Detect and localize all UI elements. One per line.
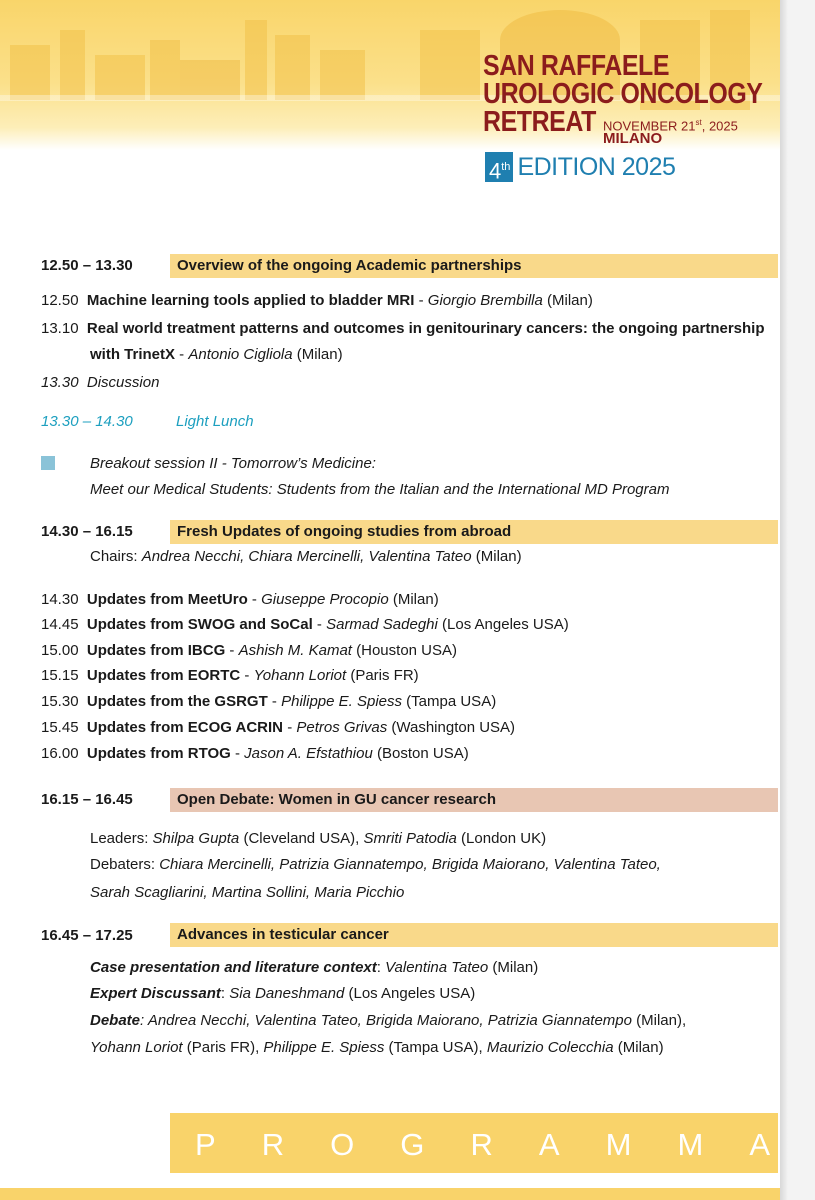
edition-text: EDITION 2025: [517, 153, 676, 181]
programma-letter: R: [261, 1127, 285, 1162]
title-line-3: RETREAT: [483, 106, 596, 138]
page-edge-shade: [780, 0, 788, 1200]
breakout-line-1: Breakout session II - Tomorrow’s Medicine:: [90, 455, 376, 472]
debate-name: Yohann Loriot: [90, 1039, 183, 1056]
item-place: (Los Angeles USA): [437, 616, 569, 633]
discussion-item: [41, 374, 159, 392]
case-colon: :: [376, 959, 386, 976]
debate-place: (Paris FR),: [182, 1039, 264, 1056]
item-time: 15.15: [41, 667, 79, 684]
item-title: Updates from the GSRGT: [86, 693, 268, 710]
debate-names: Andrea Necchi, Valentina Tateo, Brigida Maiorano, Patrizia Giannatempo: [147, 1012, 632, 1029]
agenda-item: [41, 693, 496, 711]
item-speaker: Antonio Cigliola: [188, 346, 293, 363]
item-place: (Boston USA): [372, 745, 469, 762]
discussion-label: Discussion: [86, 374, 160, 391]
item-place: (Milan): [388, 591, 439, 608]
item-title: Updates from ECOG ACRIN: [86, 719, 284, 736]
case-label: Case presentation and literature context: [90, 959, 377, 976]
debate-label: Debate: [90, 1012, 141, 1029]
agenda-item: [41, 719, 515, 737]
agenda-item: [41, 745, 469, 763]
session-bar: [170, 788, 778, 812]
item-place: (Washington USA): [387, 719, 516, 736]
item-title: Real world treatment patterns and outcomes in genitourinary cancers: the ongoing partnership: [86, 320, 765, 337]
item-time: 16.00: [41, 745, 79, 762]
item-sep: -: [240, 667, 254, 684]
edition-badge: [485, 152, 675, 182]
debaters-line-2: Sarah Scagliarini, Martina Sollini, Maria Picchio: [90, 884, 405, 901]
date-sup: st: [695, 118, 702, 127]
debate-place: (Milan): [613, 1039, 664, 1056]
discussion-time: 13.30: [41, 374, 79, 391]
edition-sup: th: [501, 161, 511, 173]
programma-letter: G: [400, 1127, 425, 1162]
debaters-names: Chiara Mercinelli, Patrizia Giannatempo, Brigida Maiorano, Valentina Tateo,: [159, 856, 661, 873]
breakout-line-2: Meet our Medical Students: Students from the Italian and the International MD Program: [90, 481, 670, 498]
agenda-item: [41, 642, 457, 660]
date-year: , 2025: [701, 118, 738, 134]
item-sep: -: [230, 745, 245, 762]
item-title: Updates from RTOG: [86, 745, 231, 762]
item-speaker: Sarmad Sadeghi: [326, 616, 438, 633]
programma-letter: R: [470, 1127, 493, 1162]
event-city: MILANO: [603, 130, 663, 147]
expert-colon: :: [220, 985, 230, 1002]
leaders-label: Leaders:: [90, 830, 153, 847]
session-title: Advances in testicular cancer: [177, 926, 389, 943]
title-line-2: UROLOGIC ONCOLOGY: [483, 78, 763, 110]
item-speaker: Ashish M. Kamat: [238, 642, 352, 659]
item-sep: -: [267, 693, 282, 710]
title-line-1: SAN RAFFAELE: [483, 50, 670, 82]
debate-line-2: [90, 1039, 664, 1057]
leaders-line: [90, 830, 546, 848]
item-sep: -: [414, 292, 428, 309]
breakout-marker: [41, 456, 55, 470]
leader-place: (Cleveland USA),: [239, 830, 364, 847]
agenda-item: [41, 616, 569, 634]
session-title: Fresh Updates of ongoing studies from abroad: [177, 523, 512, 540]
item-place: (Milan): [292, 346, 343, 363]
leader-place: (London UK): [456, 830, 547, 847]
item-title-continued: with TrinetX: [90, 346, 176, 363]
edition-num: 4: [489, 158, 502, 184]
programma-letter: M: [605, 1127, 632, 1162]
leader-name: Smriti Patodia: [363, 830, 457, 847]
item-speaker: Yohann Loriot: [253, 667, 347, 684]
item-speaker: Giuseppe Procopio: [261, 591, 389, 608]
session-time: 12.50 – 13.30: [41, 257, 133, 274]
case-line: [90, 959, 538, 977]
agenda-item: [41, 292, 593, 310]
item-sep: -: [225, 642, 239, 659]
item-title: Updates from IBCG: [86, 642, 226, 659]
chairs-line: [90, 548, 522, 566]
session-bar: [170, 520, 778, 544]
agenda-item-continued: [90, 346, 343, 364]
item-title: Updates from MeetUro: [86, 591, 248, 608]
item-title: Updates from EORTC: [86, 667, 241, 684]
item-place: (Paris FR): [346, 667, 419, 684]
chairs-place: (Milan): [471, 548, 522, 565]
programma-letter: P: [195, 1127, 216, 1162]
item-place: (Tampa USA): [402, 693, 497, 710]
agenda-item: [41, 320, 765, 338]
agenda-item: [41, 667, 419, 685]
item-time: 14.45: [41, 616, 79, 633]
item-sep: -: [312, 616, 327, 633]
debate-line: [90, 1012, 686, 1030]
item-place: (Milan): [542, 292, 593, 309]
edition-number: [485, 152, 513, 182]
agenda-item: [41, 591, 439, 609]
debaters-line: [90, 856, 661, 874]
programma-letter: O: [330, 1127, 355, 1162]
leader-name: Shilpa Gupta: [152, 830, 240, 847]
session-time: 16.45 – 17.25: [41, 927, 133, 944]
expert-line: [90, 985, 475, 1003]
item-title: Machine learning tools applied to bladder MRI: [86, 292, 415, 309]
debate-name: Maurizio Colecchia: [486, 1039, 614, 1056]
session-title: Open Debate: Women in GU cancer research: [177, 791, 496, 808]
debate-colon: :: [140, 1012, 148, 1029]
chairs-names: Andrea Necchi, Chiara Mercinelli, Valentina Tateo: [141, 548, 472, 565]
item-speaker: Petros Grivas: [296, 719, 388, 736]
session-time: 16.15 – 16.45: [41, 791, 133, 808]
lunch-time: 13.30 – 14.30: [41, 413, 133, 430]
debate-place: (Milan),: [631, 1012, 687, 1029]
lunch-label: Light Lunch: [176, 413, 254, 430]
item-place: (Houston USA): [351, 642, 458, 659]
page-edge: [780, 0, 815, 1200]
case-place: (Milan): [488, 959, 539, 976]
item-time: 13.10: [41, 320, 79, 337]
item-title: Updates from SWOG and SoCal: [86, 616, 313, 633]
item-speaker: Giorgio Brembilla: [427, 292, 543, 309]
item-sep: -: [175, 346, 189, 363]
programma-letter: A: [749, 1127, 770, 1162]
item-time: 14.30: [41, 591, 79, 608]
item-speaker: Philippe E. Spiess: [281, 693, 402, 710]
item-time: 12.50: [41, 292, 79, 309]
expert-speaker: Sia Daneshmand: [229, 985, 345, 1002]
item-time: 15.45: [41, 719, 79, 736]
debaters-label: Debaters:: [90, 856, 160, 873]
programma-letter: A: [538, 1127, 560, 1162]
date-month: NOVEMBER 21: [603, 118, 696, 134]
item-speaker: Jason A. Efstathiou: [244, 745, 373, 762]
item-sep: -: [247, 591, 262, 608]
item-sep: -: [283, 719, 297, 736]
case-speaker: Valentina Tateo: [385, 959, 489, 976]
session-title: Overview of the ongoing Academic partnerships: [177, 257, 522, 274]
item-time: 15.00: [41, 642, 79, 659]
expert-place: (Los Angeles USA): [344, 985, 476, 1002]
item-time: 15.30: [41, 693, 79, 710]
session-bar: [170, 923, 778, 947]
programma-letters: [195, 1128, 770, 1162]
footer-strip: [0, 1188, 780, 1200]
chairs-label: Chairs:: [90, 548, 142, 565]
debate-place: (Tampa USA),: [384, 1039, 487, 1056]
session-time: 14.30 – 16.15: [41, 523, 133, 540]
programma-letter: M: [677, 1127, 704, 1162]
session-bar: [170, 254, 778, 278]
expert-label: Expert Discussant: [90, 985, 221, 1002]
debate-name: Philippe E. Spiess: [263, 1039, 385, 1056]
